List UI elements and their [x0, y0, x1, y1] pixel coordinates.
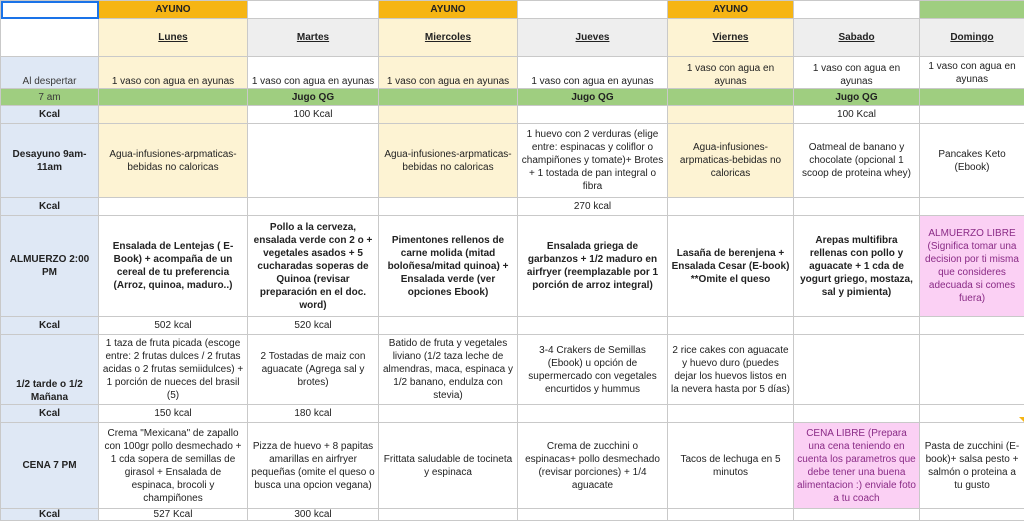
cell-desayuno-viernes[interactable]: Agua-infusiones-arpmaticas-bebidas no caloricas [668, 124, 794, 198]
cell-despertar-domingo[interactable]: 1 vaso con agua en ayunas [920, 57, 1024, 89]
cell-kcal2-lunes[interactable] [99, 198, 248, 216]
cell-media-martes[interactable]: 2 Tostadas de maiz con aguacate (Agrega sal y brotes) [248, 335, 379, 405]
cell-kcal2-martes[interactable] [248, 198, 379, 216]
cell-kcal4-domingo[interactable] [920, 405, 1024, 423]
cell-kcal4-martes[interactable]: 180 kcal [248, 405, 379, 423]
cell-green[interactable] [920, 1, 1024, 19]
cell-despertar-jueves[interactable]: 1 vaso con agua en ayunas [518, 57, 668, 89]
cell-kcal1-miercoles[interactable] [379, 106, 518, 124]
ayuno-label-lunes[interactable]: AYUNO [99, 1, 248, 19]
cell-desayuno-martes[interactable] [248, 124, 379, 198]
cell-kcal5-sabado[interactable] [794, 509, 920, 521]
cell-7am-domingo[interactable] [920, 89, 1024, 106]
day-domingo[interactable]: Domingo [920, 19, 1024, 57]
cell-despertar-lunes[interactable]: 1 vaso con agua en ayunas [99, 57, 248, 89]
cell-kcal5-jueves[interactable] [518, 509, 668, 521]
row-kcal-2 [1, 198, 1024, 216]
cell-kcal5-lunes[interactable]: 527 Kcal [99, 509, 248, 521]
cell-despertar-miercoles[interactable]: 1 vaso con agua en ayunas [379, 57, 518, 89]
cell-kcal5-miercoles[interactable] [379, 509, 518, 521]
cell-empty[interactable] [518, 1, 668, 19]
cell-kcal4-viernes[interactable] [668, 405, 794, 423]
cell-desayuno-sabado[interactable]: Oatmeal de banano y chocolate (opcional 1 scoop de proteina whey) [794, 124, 920, 198]
cell-almuerzo-jueves[interactable]: Ensalada griega de garbanzos + 1/2 maduro en airfryer (reemplazable por 1 porción de arroz integral) [518, 216, 668, 317]
cell-kcal1-domingo[interactable] [920, 106, 1024, 124]
row-kcal-4 [1, 405, 1024, 423]
cell-kcal4-miercoles[interactable] [379, 405, 518, 423]
cell-7am-jueves[interactable]: Jugo QG [518, 89, 668, 106]
cell-kcal3-domingo[interactable] [920, 317, 1024, 335]
cell-kcal1-viernes[interactable] [668, 106, 794, 124]
cell-despertar-sabado[interactable]: 1 vaso con agua en ayunas [794, 57, 920, 89]
cell-kcal4-jueves[interactable] [518, 405, 668, 423]
row-kcal-1 [1, 106, 1024, 124]
day-lunes[interactable]: Lunes [99, 19, 248, 57]
cell-media-domingo[interactable] [920, 335, 1024, 405]
cell-kcal3-lunes[interactable]: 502 kcal [99, 317, 248, 335]
cell-kcal4-sabado[interactable] [794, 405, 920, 423]
ayuno-row [1, 1, 1024, 19]
cell-almuerzo-viernes[interactable]: Lasaña de berenjena + Ensalada Cesar (E-book) **Omite el queso [668, 216, 794, 317]
cell-cena-jueves[interactable]: Crema de zucchini o espinacas+ pollo desmechado (revisar porciones) + 1/4 aguacate [518, 423, 668, 509]
cell-kcal2-viernes[interactable] [668, 198, 794, 216]
day-martes[interactable]: Martes [248, 19, 379, 57]
cell-kcal3-martes[interactable]: 520 kcal [248, 317, 379, 335]
cell-kcal2-domingo[interactable] [920, 198, 1024, 216]
cell-empty[interactable] [248, 1, 379, 19]
cell-kcal4-lunes[interactable]: 150 kcal [99, 405, 248, 423]
cell-7am-martes[interactable]: Jugo QG [248, 89, 379, 106]
row-desayuno [1, 124, 1024, 198]
row-label-kcal[interactable]: Kcal [1, 405, 99, 423]
cell-7am-miercoles[interactable] [379, 89, 518, 106]
cell-kcal2-jueves[interactable]: 270 kcal [518, 198, 668, 216]
cell-almuerzo-sabado[interactable]: Arepas multifibra rellenas con pollo y aguacate + 1 cda de yogurt griego, mostaza, sal y pimienta) [794, 216, 920, 317]
cell-almuerzo-domingo[interactable]: ALMUERZO LIBRE (Significa tomar una decision por ti misma que consideres adecuada si comes fuera) [920, 216, 1024, 317]
row-label-media-tarde[interactable]: 1/2 tarde o 1/2 Mañana [1, 335, 99, 405]
cell-kcal3-sabado[interactable] [794, 317, 920, 335]
cell-7am-lunes[interactable] [99, 89, 248, 106]
row-label-kcal[interactable]: Kcal [1, 106, 99, 124]
cell-kcal1-lunes[interactable] [99, 106, 248, 124]
row-kcal-5 [1, 509, 1024, 521]
row-label-kcal[interactable]: Kcal [1, 509, 99, 521]
cell-cena-domingo[interactable]: Pasta de zucchini (E-book)+ salsa pesto + salmón o proteina a tu gusto [920, 423, 1024, 509]
cell-kcal1-sabado[interactable]: 100 Kcal [794, 106, 920, 124]
cell-kcal5-viernes[interactable] [668, 509, 794, 521]
row-cena [1, 423, 1024, 509]
row-label-7am[interactable]: 7 am [1, 89, 99, 106]
cell-empty[interactable] [1, 19, 99, 57]
row-label-cena[interactable]: CENA 7 PM [1, 423, 99, 509]
cell-a1[interactable] [1, 1, 99, 19]
cell-desayuno-miercoles[interactable]: Agua-infusiones-arpmaticas-bebidas no caloricas [379, 124, 518, 198]
cell-cena-miercoles[interactable]: Frittata saludable de tocineta y espinaca [379, 423, 518, 509]
cell-media-miercoles[interactable]: Batido de fruta y vegetales liviano (1/2 taza leche de almendras, maca, espinaca y 1/2 banano, endulza con stevia) [379, 335, 518, 405]
day-sabado[interactable]: Sabado [794, 19, 920, 57]
cell-cena-sabado[interactable]: CENA LIBRE (Prepara una cena teniendo en cuenta los parametros que debe tener una buena alimentacion :) enviale foto a tu coach [794, 423, 920, 509]
cell-media-viernes[interactable]: 2 rice cakes con aguacate y huevo duro (puedes dejar los huevos listos en la nevera hasta por 5 días) [668, 335, 794, 405]
cell-kcal2-sabado[interactable] [794, 198, 920, 216]
ayuno-label-miercoles[interactable]: AYUNO [379, 1, 518, 19]
cell-desayuno-domingo[interactable]: Pancakes Keto (Ebook) [920, 124, 1024, 198]
comment-indicator [1019, 417, 1024, 422]
cell-7am-viernes[interactable] [668, 89, 794, 106]
day-viernes[interactable]: Viernes [668, 19, 794, 57]
row-label-despertar[interactable]: Al despertar [1, 57, 99, 89]
cell-kcal3-jueves[interactable] [518, 317, 668, 335]
cell-media-jueves[interactable]: 3-4 Crakers de Semillas (Ebook) u opción de supermercado con vegetales encurtidos y hummus [518, 335, 668, 405]
cell-despertar-martes[interactable]: 1 vaso con agua en ayunas [248, 57, 379, 89]
cell-almuerzo-martes[interactable]: Pollo a la cerveza, ensalada verde con 2 o + vegetales asados + 5 cucharadas soperas de Quinoa (revisar preparación en el doc. word) [248, 216, 379, 317]
cell-7am-sabado[interactable]: Jugo QG [794, 89, 920, 106]
row-almuerzo [1, 216, 1024, 317]
cell-kcal1-martes[interactable]: 100 Kcal [248, 106, 379, 124]
cell-kcal1-jueves[interactable] [518, 106, 668, 124]
cell-kcal2-miercoles[interactable] [379, 198, 518, 216]
cell-kcal5-martes[interactable]: 300 kcal [248, 509, 379, 521]
cell-almuerzo-miercoles[interactable]: Pimentones rellenos de carne molida (mitad boloñesa/mitad quinoa) + Ensalada verde (ver opciones Ebook) [379, 216, 518, 317]
cell-cena-lunes[interactable]: Crema "Mexicana" de zapallo con 100gr pollo desmechado + 1 cda sopera de semillas de girasol + Ensalada de espinaca, brocoli y champiñones [99, 423, 248, 509]
cell-empty[interactable] [794, 1, 920, 19]
row-media-tarde [1, 335, 1024, 405]
cell-desayuno-lunes[interactable]: Agua-infusiones-arpmaticas-bebidas no caloricas [99, 124, 248, 198]
row-kcal-3 [1, 317, 1024, 335]
ayuno-label-viernes[interactable]: AYUNO [668, 1, 794, 19]
cell-almuerzo-lunes[interactable]: Ensalada de Lentejas ( E-Book) + acompaña de un cereal de tu preferencia (Arroz, quinoa, maduro..) [99, 216, 248, 317]
cell-media-sabado[interactable] [794, 335, 920, 405]
cell-media-lunes[interactable]: 1 taza de fruta picada (escoge entre: 2 frutas dulces / 2 frutas acidas o 2 frutas semiidulces) + 1 porción de nueces del brasil (5) [99, 335, 248, 405]
cell-kcal3-viernes[interactable] [668, 317, 794, 335]
cell-cena-martes[interactable]: Pizza de huevo + 8 papitas amarillas en airfryer pequeñas (omite el queso o busca una opcion vegana) [248, 423, 379, 509]
row-7am [1, 89, 1024, 106]
row-despertar [1, 57, 1024, 89]
row-label-almuerzo[interactable]: ALMUERZO 2:00 PM [1, 216, 99, 317]
row-label-desayuno[interactable]: Desayuno 9am-11am [1, 124, 99, 198]
cell-desayuno-jueves[interactable]: 1 huevo con 2 verduras (elige entre: espinacas y coliflor o champiñones y tomate)+ Brotes + 1 tostada de pan integral o fibra [518, 124, 668, 198]
days-row [1, 19, 1024, 57]
row-label-kcal[interactable]: Kcal [1, 317, 99, 335]
cell-kcal5-domingo[interactable] [920, 509, 1024, 521]
cell-kcal3-miercoles[interactable] [379, 317, 518, 335]
cell-cena-viernes[interactable]: Tacos de lechuga en 5 minutos [668, 423, 794, 509]
row-label-kcal[interactable]: Kcal [1, 198, 99, 216]
day-jueves[interactable]: Jueves [518, 19, 668, 57]
cell-despertar-viernes[interactable]: 1 vaso con agua en ayunas [668, 57, 794, 89]
day-miercoles[interactable]: Miercoles [379, 19, 518, 57]
